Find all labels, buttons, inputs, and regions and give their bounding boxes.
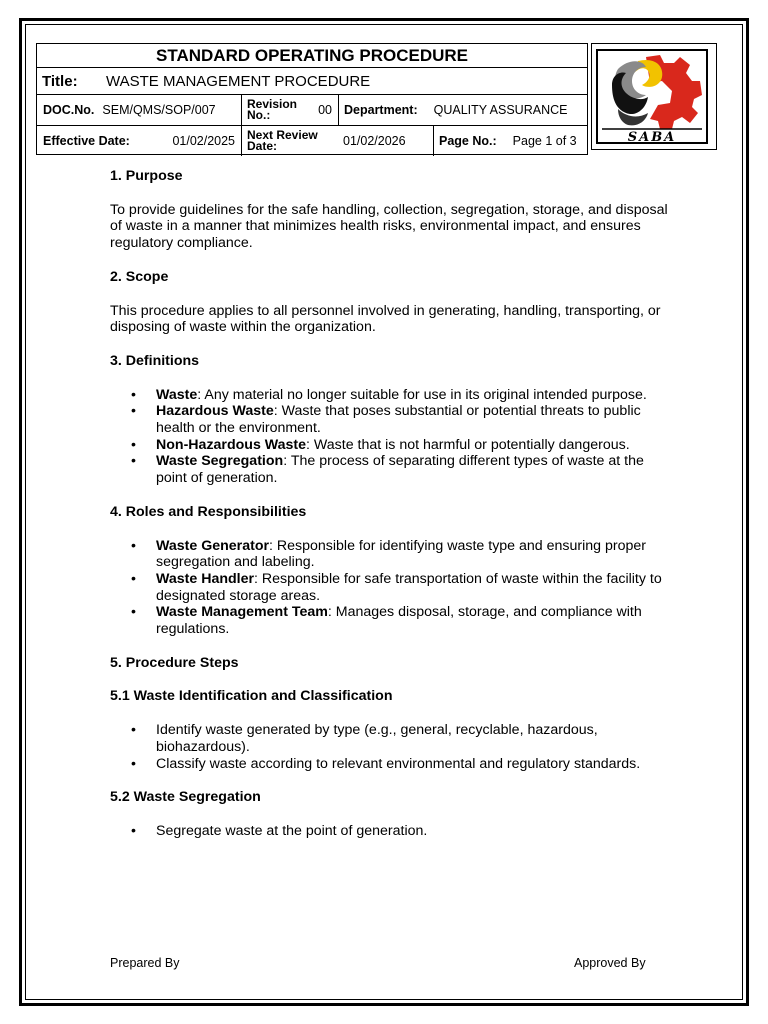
revision-label-line2: No.:: [247, 108, 271, 122]
effective-date-value: 01/02/2025: [172, 134, 235, 148]
role-text: : Manages disposal, storage, and compliance with regulations.: [156, 604, 642, 638]
identification-list: [110, 722, 670, 772]
approved-by-label: Approved By: [574, 956, 646, 970]
saba-logo: [596, 49, 708, 144]
page-no-cell: [434, 126, 587, 156]
document-body: [110, 168, 670, 840]
header-table: [36, 43, 588, 155]
definition-term: Waste Segregation: [156, 453, 284, 470]
list-item: [110, 437, 670, 454]
logo-text: SABA: [627, 130, 677, 142]
segregation-list: [110, 823, 670, 840]
effective-date-label: Effective Date:: [43, 134, 130, 148]
list-item: [110, 387, 670, 404]
definition-text: : Waste that is not harmful or potentially dangerous.: [306, 436, 630, 453]
section-heading: 3. Definitions: [110, 352, 200, 369]
saba-logo-graphic: [598, 51, 706, 142]
effective-date-cell: [37, 126, 242, 156]
role-term: Waste Generator: [156, 537, 270, 554]
list-item: • Segregate waste at the point of generation.: [110, 823, 670, 840]
revision-label-line1: Revision: [247, 97, 298, 111]
department-label: Department:: [344, 103, 418, 117]
definition-text: : Any material no longer suitable for use in its original intended purpose.: [197, 386, 647, 403]
page-no-label: Page No.:: [439, 134, 497, 148]
list-item: [110, 403, 670, 436]
doc-no-cell: [37, 95, 242, 125]
doc-no-label: DOC.No.: [43, 103, 95, 117]
page-no-value: Page 1 of 3: [512, 134, 577, 148]
list-item: [110, 453, 670, 486]
section-heading: 1. Purpose: [110, 168, 183, 184]
list-item: [110, 538, 670, 571]
next-review-label-line1: Next Review: [247, 128, 318, 142]
definition-term: Non-Hazardous Waste: [156, 436, 307, 453]
list-item: • Classify waste according to relevant environmental and regulatory standards.: [110, 756, 670, 773]
list-item: • Identify waste generated by type (e.g., general, recyclable, hazardous, biohazardous).: [110, 722, 670, 755]
revision-value: 00: [318, 103, 332, 117]
role-term: Waste Management Team: [156, 604, 328, 621]
definitions-list: [110, 387, 670, 487]
title-value: WASTE MANAGEMENT PROCEDURE: [106, 72, 371, 90]
section-heading: 2. Scope: [110, 268, 169, 285]
next-review-label-line2: Date:: [247, 139, 278, 153]
title-label: Title:: [42, 72, 78, 90]
title-row: [37, 68, 587, 95]
subsection-heading: 5.1 Waste Identification and Classification: [110, 688, 393, 705]
list-item: [110, 571, 670, 604]
next-review-label: [247, 130, 343, 152]
list-item: [110, 604, 670, 637]
revision-cell: [242, 95, 339, 125]
definition-text: : The process of separating different types of waste at the point of generation.: [156, 453, 644, 487]
purpose-text: To provide guidelines for the safe handling, collection, segregation, storage, and disposal of waste in a manner that minimizes health risks, environmental impact, and ensures regulatory compliance.: [110, 201, 668, 252]
section-heading: 5. Procedure Steps: [110, 654, 239, 671]
doc-info-row: [37, 95, 587, 126]
dates-row: [37, 126, 587, 156]
role-term: Waste Handler: [156, 570, 255, 587]
scope-text: This procedure applies to all personnel involved in generating, handling, transporting, or disposing of waste within the organization.: [110, 302, 661, 336]
roles-list: [110, 538, 670, 638]
department-cell: [339, 95, 587, 125]
definition-term: Waste: [156, 386, 198, 403]
section-heading: 4. Roles and Responsibilities: [110, 503, 307, 520]
role-text: : Responsible for safe transportation of waste within the facility to designated storage areas.: [156, 570, 662, 604]
document-type-title: STANDARD OPERATING PROCEDURE: [37, 44, 587, 68]
subsection-heading: 5.2 Waste Segregation: [110, 789, 261, 806]
definition-term: Hazardous Waste: [156, 403, 274, 420]
logo-frame: [591, 43, 717, 150]
doc-no-value: SEM/QMS/SOP/007: [102, 103, 216, 117]
next-review-cell: [242, 126, 434, 156]
next-review-value: 01/02/2026: [343, 134, 406, 148]
revision-label: [247, 99, 297, 121]
definition-text: : Waste that poses substantial or potential threats to public health or the environment.: [156, 403, 641, 437]
prepared-by-label: Prepared By: [110, 956, 180, 970]
role-text: : Responsible for identifying waste type and ensuring proper segregation and labeling.: [156, 537, 646, 571]
department-value: QUALITY ASSURANCE: [433, 103, 568, 117]
